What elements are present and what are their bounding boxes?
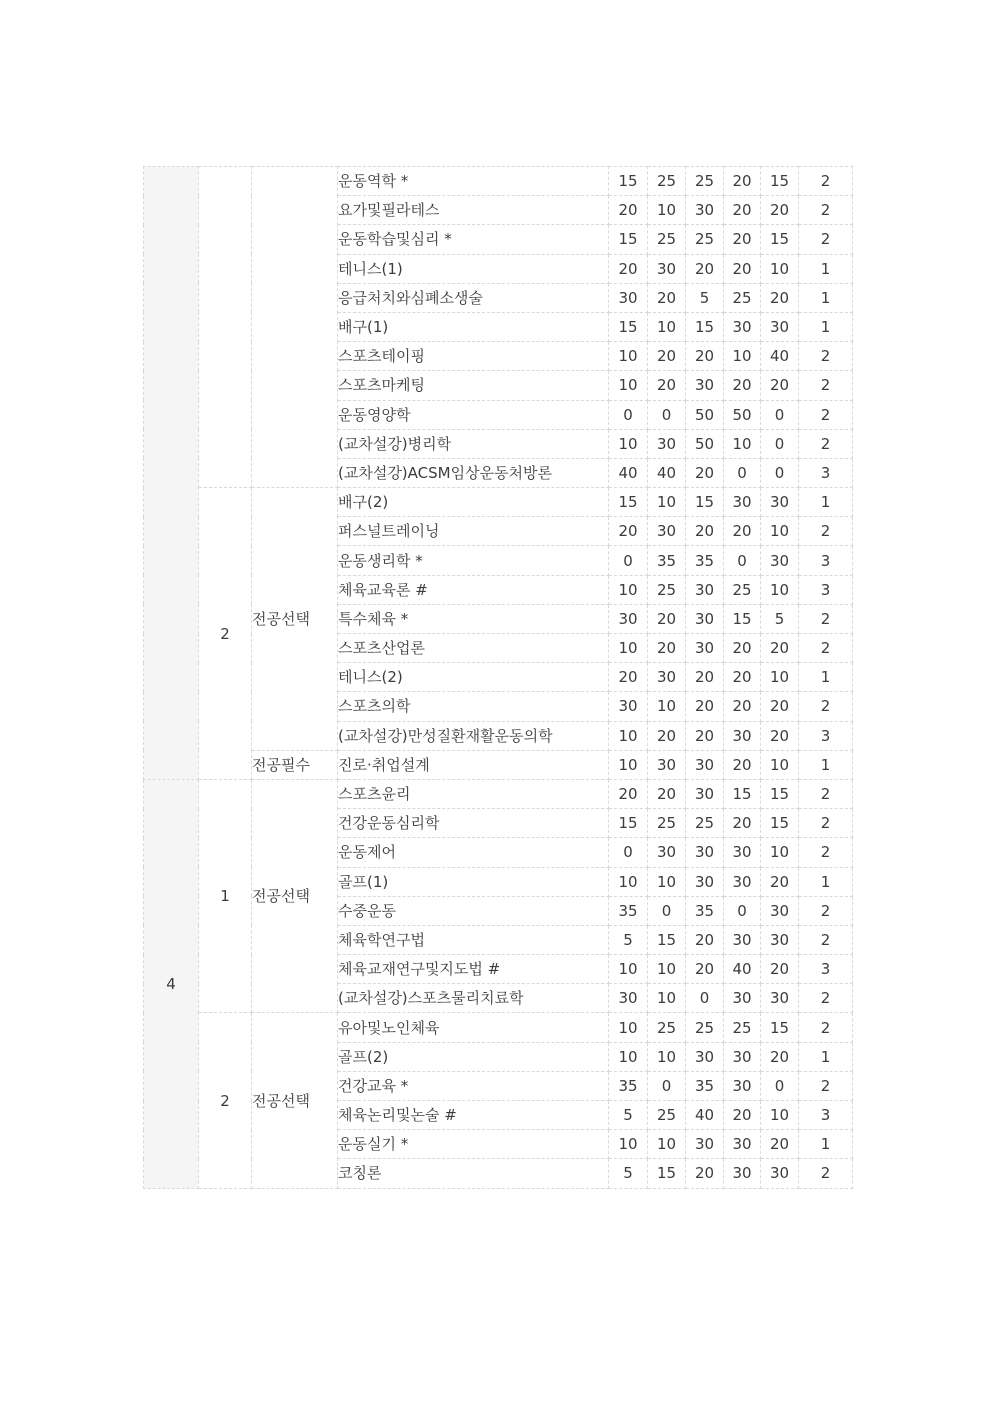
course-name-cell: 골프(1) xyxy=(338,867,609,896)
score-cell-3: 30 xyxy=(686,1042,724,1071)
score-cell-5: 0 xyxy=(761,1071,799,1100)
score-cell-4: 30 xyxy=(724,984,761,1013)
course-name-cell: 스포츠마케팅 xyxy=(338,371,609,400)
score-cell-5: 20 xyxy=(761,692,799,721)
score-cell-2: 10 xyxy=(648,984,686,1013)
course-name-cell: 퍼스널트레이닝 xyxy=(338,517,609,546)
score-cell-4: 30 xyxy=(724,721,761,750)
score-cell-3: 15 xyxy=(686,488,724,517)
credit-cell: 1 xyxy=(799,488,853,517)
course-name-cell: 스포츠산업론 xyxy=(338,634,609,663)
credit-cell: 1 xyxy=(799,283,853,312)
score-cell-2: 10 xyxy=(648,196,686,225)
score-cell-5: 15 xyxy=(761,167,799,196)
score-cell-2: 10 xyxy=(648,1042,686,1071)
score-cell-4: 30 xyxy=(724,838,761,867)
score-cell-1: 40 xyxy=(609,458,648,487)
credit-cell: 2 xyxy=(799,634,853,663)
score-cell-4: 30 xyxy=(724,1159,761,1188)
semester-cell xyxy=(199,167,252,488)
credit-cell: 1 xyxy=(799,254,853,283)
course-name-cell: 체육학연구법 xyxy=(338,925,609,954)
credit-cell: 3 xyxy=(799,546,853,575)
score-cell-5: 20 xyxy=(761,634,799,663)
score-cell-4: 0 xyxy=(724,546,761,575)
score-cell-1: 10 xyxy=(609,721,648,750)
score-cell-5: 15 xyxy=(761,225,799,254)
score-cell-4: 10 xyxy=(724,429,761,458)
score-cell-4: 20 xyxy=(724,809,761,838)
course-name-cell: 배구(2) xyxy=(338,488,609,517)
score-cell-4: 25 xyxy=(724,283,761,312)
score-cell-2: 10 xyxy=(648,955,686,984)
course-name-cell: 스포츠윤리 xyxy=(338,779,609,808)
score-cell-3: 30 xyxy=(686,867,724,896)
score-cell-4: 15 xyxy=(724,779,761,808)
score-cell-3: 20 xyxy=(686,721,724,750)
score-cell-2: 30 xyxy=(648,838,686,867)
score-cell-1: 10 xyxy=(609,750,648,779)
score-cell-1: 30 xyxy=(609,984,648,1013)
credit-cell: 2 xyxy=(799,517,853,546)
course-name-cell: 체육논리및논술 # xyxy=(338,1101,609,1130)
course-name-cell: 코칭론 xyxy=(338,1159,609,1188)
score-cell-5: 0 xyxy=(761,458,799,487)
credit-cell: 1 xyxy=(799,1130,853,1159)
score-cell-1: 10 xyxy=(609,955,648,984)
credit-cell: 2 xyxy=(799,604,853,633)
score-cell-5: 30 xyxy=(761,546,799,575)
score-cell-1: 10 xyxy=(609,1042,648,1071)
score-cell-1: 5 xyxy=(609,1159,648,1188)
score-cell-5: 20 xyxy=(761,283,799,312)
score-cell-2: 20 xyxy=(648,634,686,663)
score-cell-2: 20 xyxy=(648,721,686,750)
score-cell-2: 20 xyxy=(648,371,686,400)
course-name-cell: 운동생리학 * xyxy=(338,546,609,575)
course-name-cell: (교차설강)병리학 xyxy=(338,429,609,458)
course-row xyxy=(144,1013,853,1042)
score-cell-4: 0 xyxy=(724,458,761,487)
score-cell-5: 20 xyxy=(761,721,799,750)
credit-cell: 2 xyxy=(799,984,853,1013)
credit-cell: 3 xyxy=(799,721,853,750)
score-cell-4: 50 xyxy=(724,400,761,429)
course-type-cell: 전공선택 xyxy=(252,488,338,751)
course-name-cell: 운동제어 xyxy=(338,838,609,867)
score-cell-5: 10 xyxy=(761,1101,799,1130)
score-cell-5: 10 xyxy=(761,663,799,692)
score-cell-1: 15 xyxy=(609,809,648,838)
course-name-cell: 요가및필라테스 xyxy=(338,196,609,225)
score-cell-1: 10 xyxy=(609,575,648,604)
score-cell-4: 20 xyxy=(724,225,761,254)
score-cell-5: 0 xyxy=(761,429,799,458)
score-cell-5: 20 xyxy=(761,371,799,400)
score-cell-3: 25 xyxy=(686,225,724,254)
score-cell-3: 15 xyxy=(686,312,724,341)
score-cell-2: 30 xyxy=(648,663,686,692)
score-cell-3: 20 xyxy=(686,663,724,692)
course-name-cell: (교차설강)ACSM임상운동처방론 xyxy=(338,458,609,487)
score-cell-4: 20 xyxy=(724,371,761,400)
curriculum-evaluation-table xyxy=(143,166,853,1189)
score-cell-2: 10 xyxy=(648,692,686,721)
score-cell-3: 40 xyxy=(686,1101,724,1130)
score-cell-4: 25 xyxy=(724,1013,761,1042)
score-cell-4: 40 xyxy=(724,955,761,984)
score-cell-4: 15 xyxy=(724,604,761,633)
credit-cell: 2 xyxy=(799,400,853,429)
course-type-cell: 전공선택 xyxy=(252,779,338,1013)
score-cell-1: 10 xyxy=(609,1130,648,1159)
score-cell-1: 0 xyxy=(609,838,648,867)
score-cell-4: 0 xyxy=(724,896,761,925)
score-cell-4: 25 xyxy=(724,575,761,604)
score-cell-5: 20 xyxy=(761,867,799,896)
course-name-cell: 운동학습및심리 * xyxy=(338,225,609,254)
score-cell-2: 20 xyxy=(648,283,686,312)
credit-cell: 2 xyxy=(799,838,853,867)
score-cell-1: 20 xyxy=(609,779,648,808)
credit-cell: 2 xyxy=(799,809,853,838)
score-cell-2: 25 xyxy=(648,809,686,838)
score-cell-3: 5 xyxy=(686,283,724,312)
credit-cell: 2 xyxy=(799,342,853,371)
course-name-cell: (교차설강)만성질환재활운동의학 xyxy=(338,721,609,750)
score-cell-2: 0 xyxy=(648,1071,686,1100)
score-cell-1: 10 xyxy=(609,371,648,400)
credit-cell: 1 xyxy=(799,663,853,692)
score-cell-2: 30 xyxy=(648,254,686,283)
score-cell-2: 0 xyxy=(648,400,686,429)
score-cell-3: 35 xyxy=(686,1071,724,1100)
score-cell-5: 10 xyxy=(761,575,799,604)
grade-cell xyxy=(144,167,199,780)
score-cell-4: 30 xyxy=(724,1130,761,1159)
score-cell-2: 40 xyxy=(648,458,686,487)
score-cell-2: 0 xyxy=(648,896,686,925)
credit-cell: 2 xyxy=(799,896,853,925)
score-cell-5: 30 xyxy=(761,312,799,341)
score-cell-2: 30 xyxy=(648,429,686,458)
score-cell-4: 30 xyxy=(724,312,761,341)
score-cell-5: 20 xyxy=(761,1042,799,1071)
score-cell-2: 25 xyxy=(648,575,686,604)
course-name-cell: 체육교육론 # xyxy=(338,575,609,604)
credit-cell: 1 xyxy=(799,312,853,341)
score-cell-1: 5 xyxy=(609,925,648,954)
score-cell-1: 10 xyxy=(609,634,648,663)
score-cell-3: 20 xyxy=(686,254,724,283)
score-cell-2: 15 xyxy=(648,1159,686,1188)
course-name-cell: 건강운동심리학 xyxy=(338,809,609,838)
score-cell-5: 20 xyxy=(761,196,799,225)
score-cell-5: 30 xyxy=(761,488,799,517)
semester-cell: 1 xyxy=(199,779,252,1013)
score-cell-4: 30 xyxy=(724,1071,761,1100)
course-name-cell: 운동영양학 xyxy=(338,400,609,429)
score-cell-1: 20 xyxy=(609,254,648,283)
score-cell-4: 20 xyxy=(724,196,761,225)
course-row xyxy=(144,488,853,517)
score-cell-4: 20 xyxy=(724,167,761,196)
course-type-cell xyxy=(252,167,338,488)
score-cell-5: 5 xyxy=(761,604,799,633)
score-cell-4: 30 xyxy=(724,925,761,954)
score-cell-3: 30 xyxy=(686,634,724,663)
score-cell-4: 20 xyxy=(724,663,761,692)
score-cell-1: 30 xyxy=(609,283,648,312)
score-cell-2: 10 xyxy=(648,867,686,896)
score-cell-1: 15 xyxy=(609,488,648,517)
score-cell-3: 20 xyxy=(686,517,724,546)
credit-cell: 3 xyxy=(799,458,853,487)
credit-cell: 2 xyxy=(799,429,853,458)
score-cell-3: 20 xyxy=(686,925,724,954)
score-cell-5: 20 xyxy=(761,955,799,984)
score-cell-1: 35 xyxy=(609,1071,648,1100)
score-cell-4: 20 xyxy=(724,692,761,721)
score-cell-5: 15 xyxy=(761,1013,799,1042)
score-cell-5: 40 xyxy=(761,342,799,371)
score-cell-4: 30 xyxy=(724,1042,761,1071)
credit-cell: 2 xyxy=(799,196,853,225)
score-cell-4: 30 xyxy=(724,867,761,896)
score-cell-3: 0 xyxy=(686,984,724,1013)
credit-cell: 1 xyxy=(799,750,853,779)
score-cell-1: 10 xyxy=(609,342,648,371)
score-cell-4: 20 xyxy=(724,517,761,546)
score-cell-3: 30 xyxy=(686,196,724,225)
score-cell-1: 20 xyxy=(609,663,648,692)
score-cell-2: 30 xyxy=(648,750,686,779)
score-cell-4: 20 xyxy=(724,1101,761,1130)
credit-cell: 1 xyxy=(799,1042,853,1071)
credit-cell: 3 xyxy=(799,1101,853,1130)
score-cell-3: 30 xyxy=(686,1130,724,1159)
course-type-cell: 전공선택 xyxy=(252,1013,338,1188)
credit-cell: 3 xyxy=(799,955,853,984)
score-cell-5: 30 xyxy=(761,984,799,1013)
score-cell-4: 20 xyxy=(724,254,761,283)
score-cell-3: 20 xyxy=(686,342,724,371)
score-cell-1: 30 xyxy=(609,692,648,721)
credit-cell: 1 xyxy=(799,867,853,896)
score-cell-1: 15 xyxy=(609,225,648,254)
credit-cell: 2 xyxy=(799,1159,853,1188)
score-cell-1: 20 xyxy=(609,196,648,225)
score-cell-3: 30 xyxy=(686,779,724,808)
score-cell-2: 30 xyxy=(648,517,686,546)
grade-cell: 4 xyxy=(144,779,199,1188)
score-cell-3: 20 xyxy=(686,458,724,487)
score-cell-5: 0 xyxy=(761,400,799,429)
credit-cell: 3 xyxy=(799,575,853,604)
score-cell-1: 5 xyxy=(609,1101,648,1130)
score-cell-2: 20 xyxy=(648,779,686,808)
course-name-cell: 특수체육 * xyxy=(338,604,609,633)
score-cell-2: 10 xyxy=(648,488,686,517)
credit-cell: 2 xyxy=(799,167,853,196)
score-cell-2: 25 xyxy=(648,1101,686,1130)
score-cell-3: 30 xyxy=(686,750,724,779)
score-cell-4: 20 xyxy=(724,750,761,779)
course-name-cell: (교차설강)스포츠물리치료학 xyxy=(338,984,609,1013)
score-cell-3: 30 xyxy=(686,604,724,633)
credit-cell: 2 xyxy=(799,692,853,721)
score-cell-1: 10 xyxy=(609,1013,648,1042)
score-cell-5: 10 xyxy=(761,750,799,779)
score-cell-4: 10 xyxy=(724,342,761,371)
course-name-cell: 골프(2) xyxy=(338,1042,609,1071)
credit-cell: 2 xyxy=(799,371,853,400)
credit-cell: 2 xyxy=(799,1071,853,1100)
course-name-cell: 테니스(2) xyxy=(338,663,609,692)
score-cell-3: 20 xyxy=(686,692,724,721)
course-name-cell: 수중운동 xyxy=(338,896,609,925)
score-cell-3: 20 xyxy=(686,955,724,984)
semester-cell: 2 xyxy=(199,488,252,780)
score-cell-1: 0 xyxy=(609,400,648,429)
score-cell-3: 25 xyxy=(686,1013,724,1042)
credit-cell: 2 xyxy=(799,779,853,808)
score-cell-2: 25 xyxy=(648,1013,686,1042)
score-cell-1: 20 xyxy=(609,517,648,546)
score-cell-1: 0 xyxy=(609,546,648,575)
score-cell-3: 35 xyxy=(686,896,724,925)
score-cell-2: 20 xyxy=(648,604,686,633)
course-name-cell: 건강교육 * xyxy=(338,1071,609,1100)
score-cell-3: 30 xyxy=(686,371,724,400)
score-cell-5: 30 xyxy=(761,896,799,925)
course-name-cell: 응급처치와심폐소생술 xyxy=(338,283,609,312)
score-cell-4: 30 xyxy=(724,488,761,517)
score-cell-1: 15 xyxy=(609,167,648,196)
score-cell-5: 30 xyxy=(761,925,799,954)
course-name-cell: 운동역학 * xyxy=(338,167,609,196)
score-cell-3: 50 xyxy=(686,429,724,458)
course-name-cell: 스포츠의학 xyxy=(338,692,609,721)
score-cell-2: 35 xyxy=(648,546,686,575)
course-name-cell: 운동실기 * xyxy=(338,1130,609,1159)
score-cell-2: 25 xyxy=(648,225,686,254)
score-cell-1: 30 xyxy=(609,604,648,633)
score-cell-4: 20 xyxy=(724,634,761,663)
course-name-cell: 스포츠테이핑 xyxy=(338,342,609,371)
credit-cell: 2 xyxy=(799,1013,853,1042)
course-name-cell: 유아및노인체육 xyxy=(338,1013,609,1042)
curriculum-table-container xyxy=(143,166,853,1189)
score-cell-5: 10 xyxy=(761,838,799,867)
course-name-cell: 배구(1) xyxy=(338,312,609,341)
score-cell-5: 15 xyxy=(761,779,799,808)
score-cell-5: 10 xyxy=(761,517,799,546)
score-cell-3: 25 xyxy=(686,167,724,196)
score-cell-3: 30 xyxy=(686,575,724,604)
score-cell-1: 10 xyxy=(609,429,648,458)
score-cell-2: 25 xyxy=(648,167,686,196)
score-cell-3: 50 xyxy=(686,400,724,429)
credit-cell: 2 xyxy=(799,925,853,954)
score-cell-1: 15 xyxy=(609,312,648,341)
credit-cell: 2 xyxy=(799,225,853,254)
course-type-cell: 전공필수 xyxy=(252,750,338,779)
score-cell-5: 30 xyxy=(761,1159,799,1188)
score-cell-1: 35 xyxy=(609,896,648,925)
semester-cell: 2 xyxy=(199,1013,252,1188)
score-cell-3: 25 xyxy=(686,809,724,838)
score-cell-5: 20 xyxy=(761,1130,799,1159)
score-cell-3: 35 xyxy=(686,546,724,575)
score-cell-2: 15 xyxy=(648,925,686,954)
score-cell-3: 30 xyxy=(686,838,724,867)
course-row xyxy=(144,779,853,808)
score-cell-3: 20 xyxy=(686,1159,724,1188)
course-row xyxy=(144,167,853,196)
course-name-cell: 진로·취업설계 xyxy=(338,750,609,779)
course-name-cell: 테니스(1) xyxy=(338,254,609,283)
score-cell-5: 15 xyxy=(761,809,799,838)
score-cell-2: 20 xyxy=(648,342,686,371)
score-cell-5: 10 xyxy=(761,254,799,283)
score-cell-2: 10 xyxy=(648,312,686,341)
score-cell-2: 10 xyxy=(648,1130,686,1159)
course-name-cell: 체육교재연구및지도법 # xyxy=(338,955,609,984)
score-cell-1: 10 xyxy=(609,867,648,896)
